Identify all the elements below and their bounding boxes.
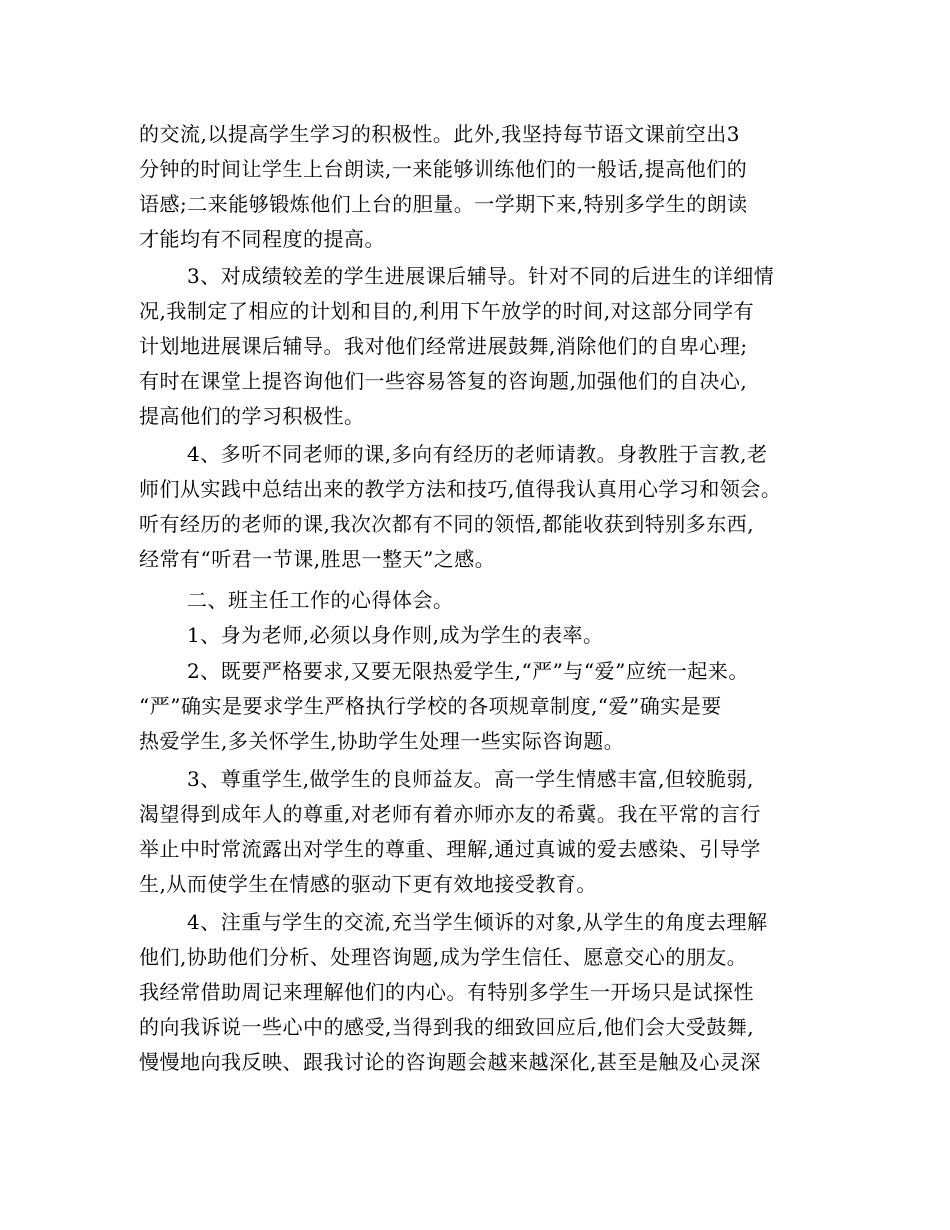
text-line: 他们,协助他们分析、处理咨询题,成为学生信任、愿意交心的朋友。 — [139, 945, 748, 969]
text-line: 的向我诉说一些心中的感受,当得到我的细致回应后,他们会大受鼓舞, — [139, 1015, 755, 1039]
text-line: 渴望得到成年人的尊重,对老师有着亦师亦友的希冀。我在平常的言行 — [139, 802, 761, 826]
text-line: 提高他们的学习积极性。 — [139, 404, 365, 428]
text-line: 4、注重与学生的交流,充当学生倾诉的对象,从学生的角度去理解 — [187, 910, 768, 934]
text-line: 分钟的时间让学生上台朗读,一来能够训练他们的一般话,提高他们的 — [139, 157, 748, 181]
text-line: 才能均有不同程度的提高。 — [139, 227, 385, 251]
text-line: 计划地进展课后辅导。我对他们经常进展鼓舞,消除他们的自卑心理; — [139, 334, 748, 358]
text-line: 举止中时常流露出对学生的尊重、理解,通过真诚的爱去感染、引导学 — [139, 837, 761, 861]
text-line: 有时在课堂上提咨询他们一些容易答复的咨询题,加强他们的自决心, — [139, 369, 748, 393]
text-line: 我经常借助周记来理解他们的内心。有特别多学生一开场只是试探性 — [139, 980, 754, 1004]
text-line: 1、身为老师,必须以身作则,成为学生的表率。 — [187, 623, 604, 647]
text-line: 热爱学生,多关怀学生,协助学生处理一些实际咨询题。 — [139, 729, 625, 753]
text-line: 师们从实践中总结出来的教学方法和技巧,值得我认真用心学习和领会。 — [139, 477, 782, 501]
text-line: 况,我制定了相应的计划和目的,利用下午放学的时间,对这部分同学有 — [139, 299, 755, 323]
text-line: 4、多听不同老师的课,多向有经历的老师请教。身教胜于言教,老 — [187, 442, 768, 466]
text-line: 慢慢地向我反映、跟我讨论的咨询题会越来越深化,甚至是触及心灵深 — [139, 1050, 761, 1074]
section-heading: 二、班主任工作的心得体会。 — [187, 588, 454, 612]
text-line: 3、尊重学生,做学生的良师益友。高一学生情感丰富,但较脆弱, — [187, 767, 754, 791]
text-line: 听有经历的老师的课,我次次都有不同的领悟,都能收获到特别多东西, — [139, 512, 755, 536]
text-line: 的交流,以提高学生学习的积极性。此外,我坚持每节语文课前空出3 — [139, 122, 740, 146]
text-line: 语感;二来能够锻炼他们上台的胆量。一学期下来,特别多学生的朗读 — [139, 192, 748, 216]
text-line: 生,从而使学生在情感的驱动下更有效地接受教育。 — [139, 872, 597, 896]
text-line: 2、既要严格要求,又要无限热爱学生,“严”与“爱”应统一起来。 — [187, 659, 749, 683]
text-line: “严”确实是要求学生严格执行学校的各项规章制度,“爱”确实是要 — [139, 694, 722, 718]
text-line: 经常有“听君一节课,胜思一整天”之感。 — [139, 547, 496, 571]
text-line: 3、对成绩较差的学生进展课后辅导。针对不同的后进生的详细情 — [187, 264, 775, 288]
